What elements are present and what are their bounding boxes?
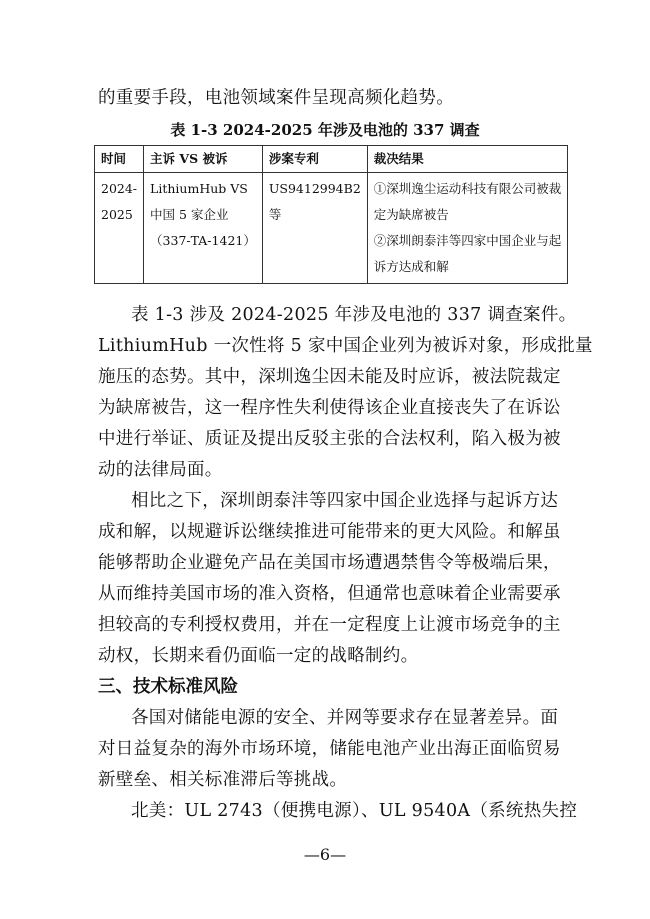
cell-result bbox=[367, 173, 568, 284]
paragraph2-line: 动权，长期来看仍面临一定的战略制约。 bbox=[98, 646, 419, 666]
section-heading: 三、技术标准风险 bbox=[98, 677, 238, 697]
paragraph2-line: 成和解，以规避诉讼继续推进可能带来的更大风险。和解虽 bbox=[98, 522, 561, 542]
paragraph3-line: 新壁垒、相关标准滞后等挑战。 bbox=[98, 770, 348, 790]
paragraph1-line: 中进行举证、质证及提出反驳主张的合法权利，陷入极为被 bbox=[98, 429, 561, 449]
patent-line: 等 bbox=[268, 207, 282, 222]
paragraph1-line: 为缺席被告，这一程序性失利使得该企业直接丧失了在诉讼 bbox=[98, 398, 561, 418]
paragraph2-line: 担较高的专利授权费用，并在一定程度上让渡市场竞争的主 bbox=[98, 615, 561, 635]
parties-line: （337-TA-1421） bbox=[150, 233, 256, 248]
paragraph2-line: 相比之下，深圳朗泰沣等四家中国企业选择与起诉方达 bbox=[131, 491, 559, 511]
paragraph3-line: 各国对储能电源的安全、并网等要求存在显著差异。面 bbox=[131, 708, 559, 728]
time-line: 2025 bbox=[101, 207, 133, 222]
cell-patent bbox=[262, 173, 367, 284]
cell-time bbox=[95, 173, 144, 284]
paragraph4-line: 北美：UL 2743（便携电源）、UL 9540A（系统热失控 bbox=[131, 801, 578, 821]
result-line: 定为缺席被告 bbox=[373, 207, 449, 222]
table-row bbox=[95, 173, 568, 284]
paragraph1-line: 动的法律局面。 bbox=[98, 460, 223, 480]
patent-line: US9412994B2 bbox=[268, 181, 361, 196]
table-caption: 表 1-3 2024-2025 年涉及电池的 337 调查 bbox=[170, 121, 480, 139]
table-header-row bbox=[95, 146, 568, 173]
header-parties: 主诉 VS 被诉 bbox=[144, 146, 263, 173]
paragraph2-line: 从而维持美国市场的准入资格，但通常也意味着企业需要承 bbox=[98, 584, 561, 604]
page-number: —6— bbox=[303, 845, 347, 864]
paragraph1-line: 施压的态势。其中，深圳逸尘因未能及时应诉，被法院裁定 bbox=[98, 367, 561, 387]
header-time: 时间 bbox=[95, 146, 144, 173]
cell-parties bbox=[144, 173, 263, 284]
result-line: 诉方达成和解 bbox=[373, 259, 449, 274]
header-result: 裁决结果 bbox=[367, 146, 568, 173]
header-patent: 涉案专利 bbox=[262, 146, 367, 173]
time-line: 2024- bbox=[101, 181, 138, 196]
paragraph2-line: 能够帮助企业避免产品在美国市场遭遇禁售令等极端后果， bbox=[98, 553, 561, 573]
paragraph3-line: 对日益复杂的海外市场环境，储能电池产业出海正面临贸易 bbox=[98, 739, 561, 759]
result-line: ①深圳逸尘运动科技有限公司被裁 bbox=[373, 181, 562, 196]
intro-line: 的重要手段，电池领域案件呈现高频化趋势。 bbox=[98, 88, 454, 108]
result-line: ②深圳朗泰沣等四家中国企业与起 bbox=[373, 233, 562, 248]
parties-line: 中国 5 家企业 bbox=[150, 207, 229, 222]
parties-line: LithiumHub VS bbox=[150, 181, 248, 196]
paragraph1-line: LithiumHub 一次性将 5 家中国企业列为被诉对象，形成批量 bbox=[98, 336, 593, 356]
case-table bbox=[94, 145, 568, 284]
paragraph1-line: 表 1-3 涉及 2024-2025 年涉及电池的 337 调查案件。 bbox=[131, 305, 577, 325]
